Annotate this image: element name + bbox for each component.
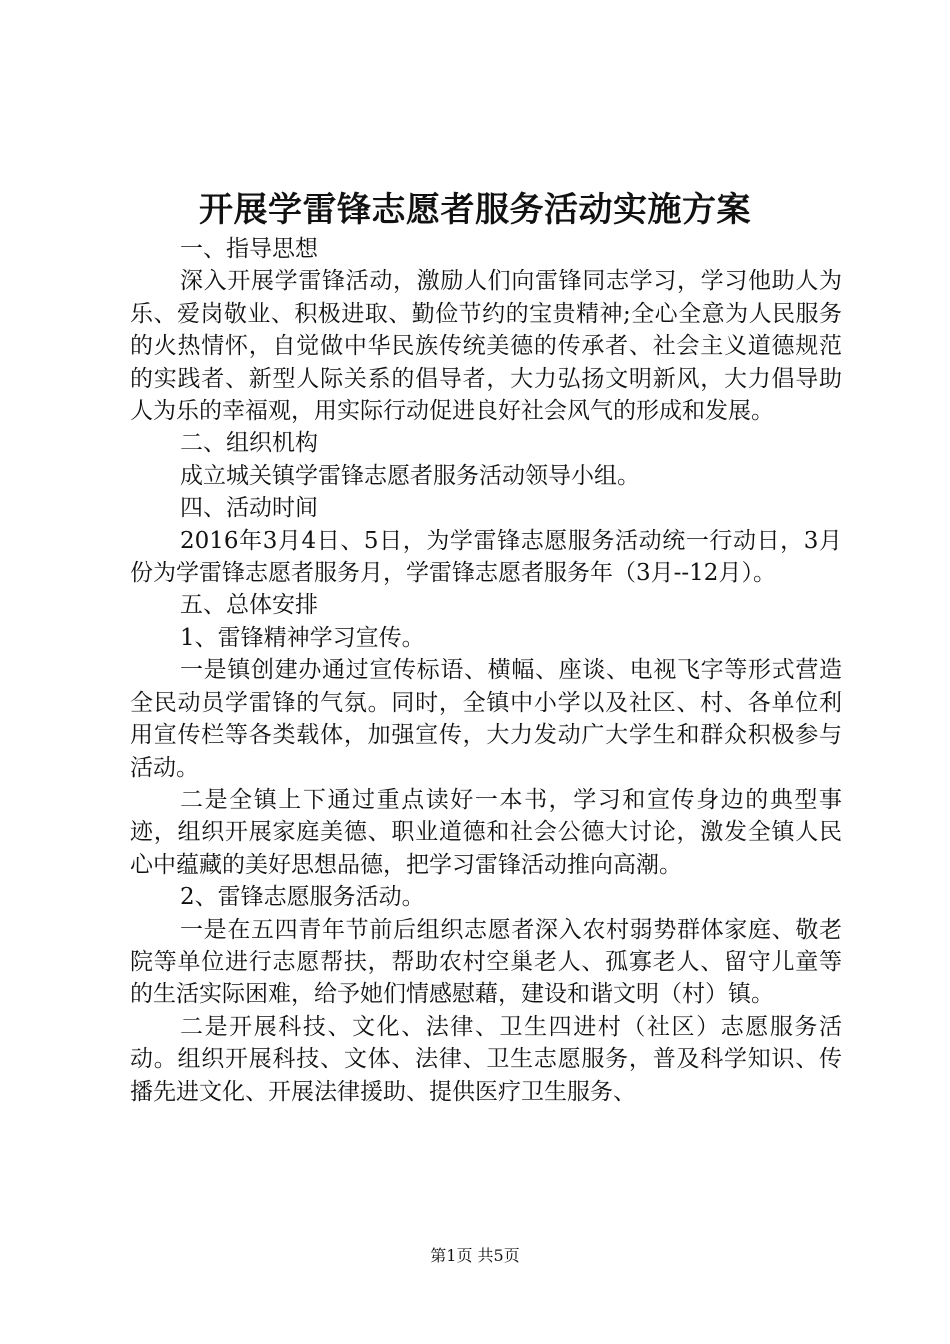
heading-organization: 二、组织机构 [180,430,318,457]
paragraph-activity-time: 2016年3月4日、5日，为学雷锋志愿服务活动统一行动日，3月份为学雷锋志愿者服务月，学雷锋志愿者服务年（3月--12月）。 [130,527,842,587]
paragraph-study-publicity-1: 一是镇创建办通过宣传标语、横幅、座谈、电视飞字等形式营造全民动员学雷锋的气氛。同时，全镇中小学以及社区、村、各单位利用宣传栏等各类载体，加强宣传，大力发动广大学生和群众积极参与活动。 [130,657,842,781]
paragraph-organization: 成立城关镇学雷锋志愿者服务活动领导小组。 [180,462,640,489]
heading-overall-arrangement: 五、总体安排 [180,592,318,619]
paragraph-study-publicity-2: 二是全镇上下通过重点读好一本书，学习和宣传身边的典型事迹，组织开展家庭美德、职业道德和社会公德大讨论，激发全镇人民心中蕴藏的美好思想品德，把学习雷锋活动推向高潮。 [130,786,842,878]
document-title: 开展学雷锋志愿者服务活动实施方案 [199,190,751,230]
heading-guiding-ideology: 一、指导思想 [180,236,318,262]
document-body [130,233,842,1108]
page-number-footer: 第1页 共5页 [430,1246,520,1265]
paragraph-volunteer-service-2: 二是开展科技、文化、法律、卫生四进村（社区）志愿服务活动。组织开展科技、文体、法律、卫生志愿服务，普及科学知识、传播先进文化、开展法律援助、提供医疗卫生服务、 [130,1013,842,1105]
subheading-study-publicity: 1、雷锋精神学习宣传。 [180,624,425,651]
paragraph-guiding-ideology: 深入开展学雷锋活动，激励人们向雷锋同志学习，学习他助人为乐、爱岗敬业、积极进取、勤俭节约的宝贵精神;全心全意为人民服务的火热情怀，自觉做中华民族传统美德的传承者、社会主义道德规范的实践者、新型人际关系的倡导者，大力弘扬文明新风，大力倡导助人为乐的幸福观，用实际行动促进良好社会风气的形成和发展。 [130,268,842,425]
paragraph-volunteer-service-1: 一是在五四青年节前后组织志愿者深入农村弱势群体家庭、敬老院等单位进行志愿帮扶，帮助农村空巢老人、孤寡老人、留守儿童等的生活实际困难，给予她们情感慰藉，建设和谐文明（村）镇。 [130,916,842,1008]
heading-activity-time: 四、活动时间 [180,495,318,522]
subheading-volunteer-service: 2、雷锋志愿服务活动。 [180,884,425,911]
